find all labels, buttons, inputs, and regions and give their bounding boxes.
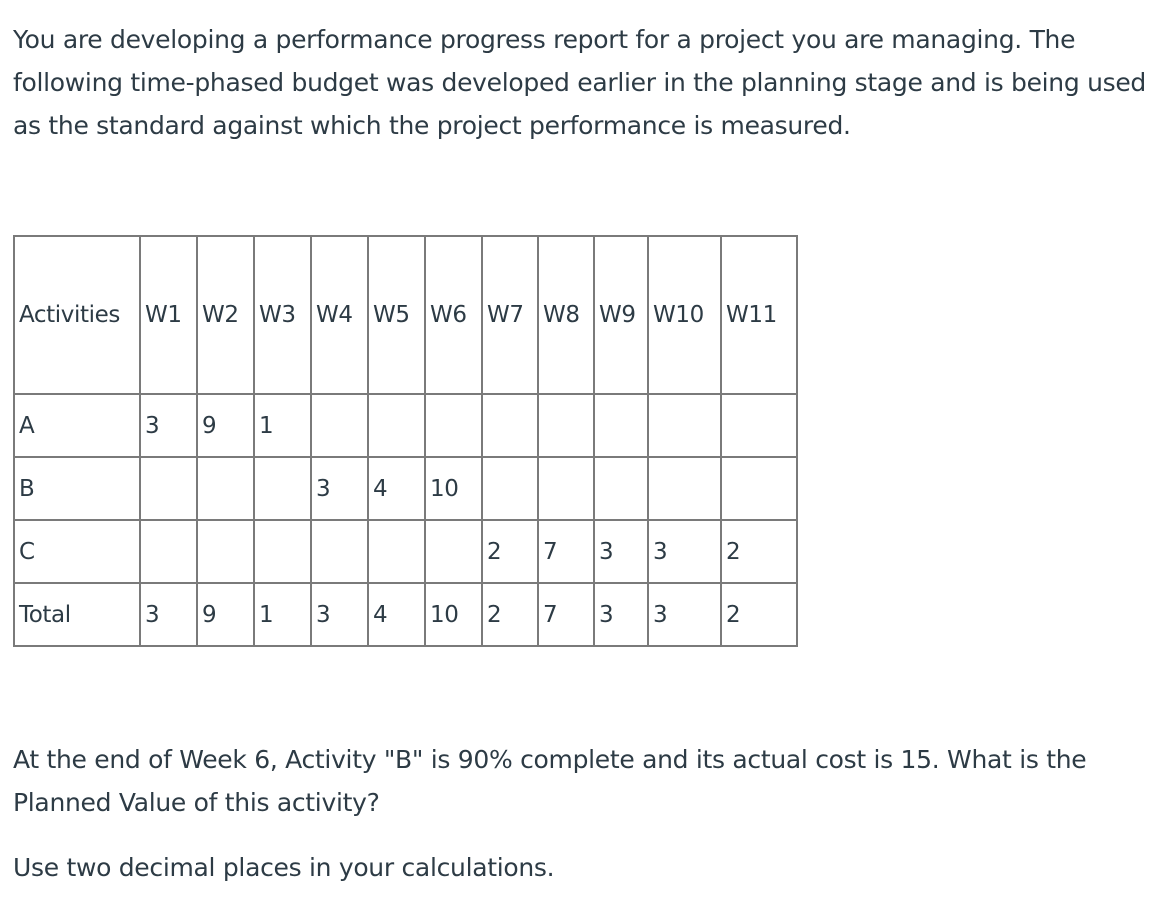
column-header: W7 bbox=[482, 236, 538, 394]
budget-cell: 2 bbox=[721, 520, 797, 583]
intro-line-1: You are developing a performance progress report for a project you are managing. The bbox=[13, 25, 1076, 54]
intro-paragraph bbox=[13, 18, 1150, 147]
budget-cell: 7 bbox=[538, 520, 594, 583]
budget-cell bbox=[482, 457, 538, 520]
column-header: W10 bbox=[648, 236, 721, 394]
budget-cell bbox=[721, 394, 797, 457]
activity-label-cell: B bbox=[14, 457, 140, 520]
column-header: W4 bbox=[311, 236, 368, 394]
activity-label-cell: C bbox=[14, 520, 140, 583]
question-paragraph bbox=[13, 738, 1143, 824]
table-row bbox=[14, 520, 797, 583]
budget-cell: 9 bbox=[197, 583, 254, 646]
budget-cell bbox=[538, 457, 594, 520]
intro-line-3: as the standard against which the project performance is measured. bbox=[13, 111, 851, 140]
column-header: W8 bbox=[538, 236, 594, 394]
activity-label-cell: A bbox=[14, 394, 140, 457]
budget-cell: 1 bbox=[254, 394, 311, 457]
column-header: W5 bbox=[368, 236, 425, 394]
table-row bbox=[14, 457, 797, 520]
budget-cell bbox=[254, 520, 311, 583]
budget-cell bbox=[594, 457, 648, 520]
table-header-row bbox=[14, 236, 797, 394]
budget-cell bbox=[254, 457, 311, 520]
column-header: Activities bbox=[14, 236, 140, 394]
column-header: W1 bbox=[140, 236, 197, 394]
table-row bbox=[14, 394, 797, 457]
budget-cell: 3 bbox=[311, 457, 368, 520]
budget-cell: 10 bbox=[425, 583, 482, 646]
time-phased-budget-table bbox=[13, 235, 798, 647]
question-line-1: At the end of Week 6, Activity "B" is 90% complete and its actual cost is 15. What is the bbox=[13, 745, 1087, 774]
budget-cell bbox=[140, 520, 197, 583]
budget-cell bbox=[482, 394, 538, 457]
budget-cell: 1 bbox=[254, 583, 311, 646]
budget-cell bbox=[594, 394, 648, 457]
budget-cell bbox=[648, 457, 721, 520]
instruction-note: Use two decimal places in your calculations. bbox=[13, 853, 555, 882]
intro-line-2: following time-phased budget was developed earlier in the planning stage and is being used bbox=[13, 68, 1146, 97]
budget-cell bbox=[197, 520, 254, 583]
budget-cell: 2 bbox=[482, 520, 538, 583]
budget-cell: 3 bbox=[140, 394, 197, 457]
budget-cell: 10 bbox=[425, 457, 482, 520]
budget-cell: 3 bbox=[140, 583, 197, 646]
budget-cell bbox=[425, 394, 482, 457]
budget-cell: 9 bbox=[197, 394, 254, 457]
budget-cell: 3 bbox=[648, 520, 721, 583]
budget-cell bbox=[425, 520, 482, 583]
budget-cell: 3 bbox=[648, 583, 721, 646]
budget-cell bbox=[648, 394, 721, 457]
budget-cell bbox=[197, 457, 254, 520]
budget-cell bbox=[368, 520, 425, 583]
budget-cell: 4 bbox=[368, 583, 425, 646]
budget-cell bbox=[721, 457, 797, 520]
activity-label-cell: Total bbox=[14, 583, 140, 646]
column-header: W2 bbox=[197, 236, 254, 394]
question-line-2: Planned Value of this activity? bbox=[13, 788, 380, 817]
column-header: W11 bbox=[721, 236, 797, 394]
budget-cell bbox=[140, 457, 197, 520]
budget-cell: 7 bbox=[538, 583, 594, 646]
budget-cell: 2 bbox=[721, 583, 797, 646]
budget-cell bbox=[538, 394, 594, 457]
column-header: W3 bbox=[254, 236, 311, 394]
column-header: W9 bbox=[594, 236, 648, 394]
budget-cell: 3 bbox=[311, 583, 368, 646]
budget-cell bbox=[368, 394, 425, 457]
budget-cell: 2 bbox=[482, 583, 538, 646]
budget-cell: 4 bbox=[368, 457, 425, 520]
budget-cell: 3 bbox=[594, 583, 648, 646]
column-header: W6 bbox=[425, 236, 482, 394]
budget-cell bbox=[311, 394, 368, 457]
table-row bbox=[14, 583, 797, 646]
budget-cell bbox=[311, 520, 368, 583]
budget-cell: 3 bbox=[594, 520, 648, 583]
